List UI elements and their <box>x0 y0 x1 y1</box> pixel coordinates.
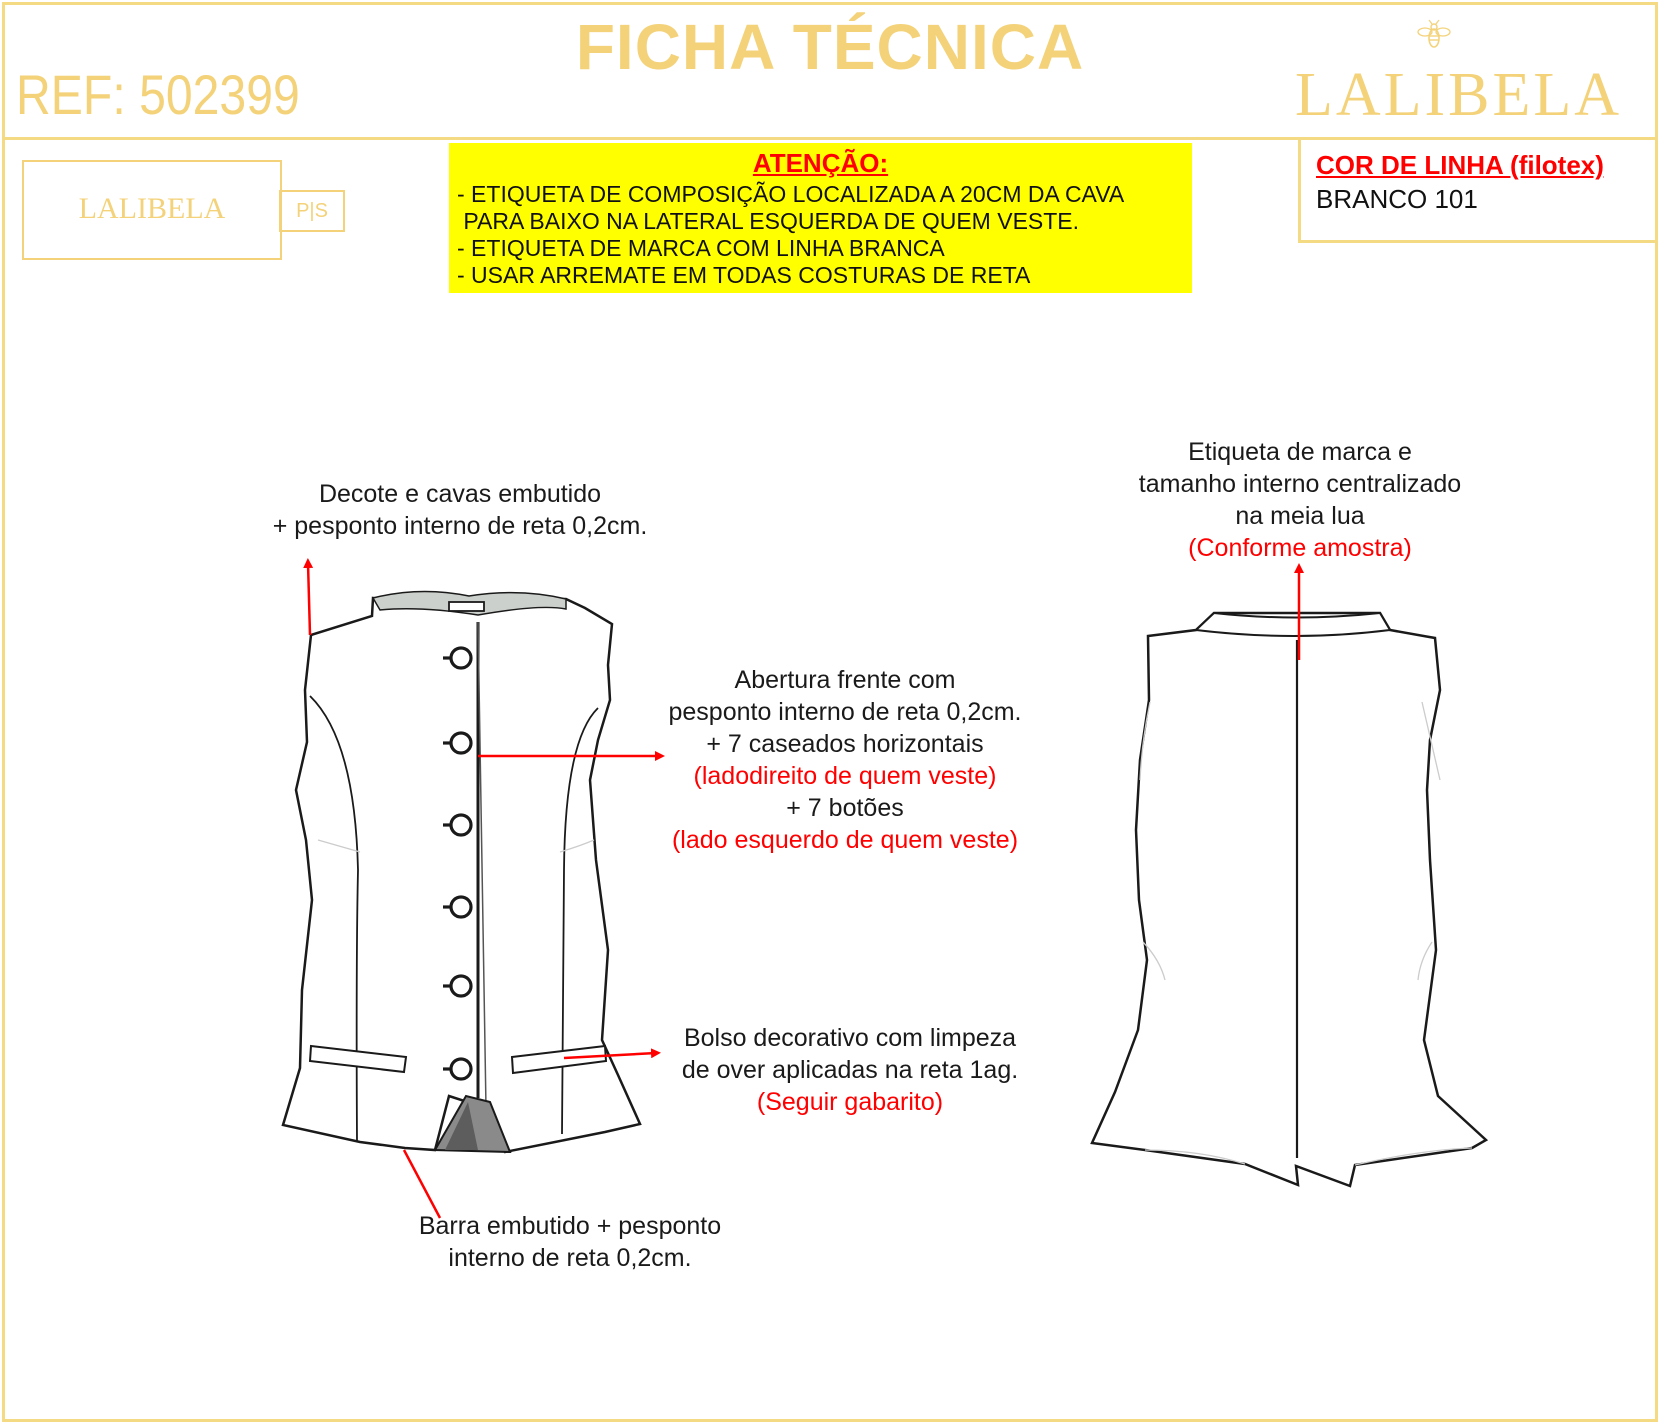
note-barra-line: Barra embutido + pesponto <box>418 1212 722 1240</box>
size-tab: P|S <box>279 190 345 232</box>
note-decote-line: + pesponto interno de reta 0,2cm. <box>272 512 648 540</box>
note-etiqueta-line: na meia lua <box>1235 502 1365 530</box>
thread-color-value: BRANCO 101 <box>1316 184 1478 214</box>
front-vest <box>283 591 640 1152</box>
reference-code: REF: 502399 <box>16 63 300 126</box>
note-bolso-line: de over aplicadas na reta 1ag. <box>681 1056 1019 1084</box>
note-abertura-line: pesponto interno de reta 0,2cm. <box>668 698 1022 726</box>
note-decote <box>230 478 690 542</box>
attention-line: - USAR ARREMATE EM TODAS COSTURAS DE RETA <box>457 262 1031 288</box>
note-barra <box>380 1210 760 1274</box>
note-abertura-line: + 7 caseados horizontais <box>706 730 984 758</box>
page-title: FICHA TÉCNICA <box>575 11 1085 83</box>
note-etiqueta-line: (Conforme amostra) <box>1188 534 1412 562</box>
note-abertura-line: Abertura frente com <box>734 666 956 694</box>
note-bolso <box>650 1022 1050 1118</box>
note-bolso-line: (Seguir gabarito) <box>756 1088 944 1116</box>
brand-logo: LALIBELA <box>1295 61 1623 129</box>
attention-line: - ETIQUETA DE COMPOSIÇÃO LOCALIZADA A 20CM DA CAVA <box>457 181 1125 207</box>
note-abertura <box>630 664 1060 856</box>
note-abertura-line: + 7 botões <box>786 794 904 822</box>
note-decote-line: Decote e cavas embutido <box>318 480 602 508</box>
thread-color-title: COR DE LINHA (filotex) <box>1316 150 1604 180</box>
note-bolso-line: Bolso decorativo com limpeza <box>683 1024 1017 1052</box>
label-brand-text: LALIBELA <box>78 192 226 225</box>
note-barra-line: interno de reta 0,2cm. <box>448 1244 692 1272</box>
attention-line: PARA BAIXO NA LATERAL ESQUERDA DE QUEM VESTE. <box>457 208 1080 234</box>
note-abertura-line: (ladodireito de quem veste) <box>693 762 997 790</box>
attention-title: ATENÇÃO: <box>752 148 889 178</box>
note-etiqueta-line: Etiqueta de marca e <box>1188 438 1412 466</box>
back-vest <box>1092 613 1486 1186</box>
note-etiqueta-line: tamanho interno centralizado <box>1138 470 1462 498</box>
note-etiqueta <box>1100 436 1500 564</box>
attention-line: - ETIQUETA DE MARCA COM LINHA BRANCA <box>457 235 945 261</box>
note-abertura-line: (lado esquerdo de quem veste) <box>671 826 1019 854</box>
